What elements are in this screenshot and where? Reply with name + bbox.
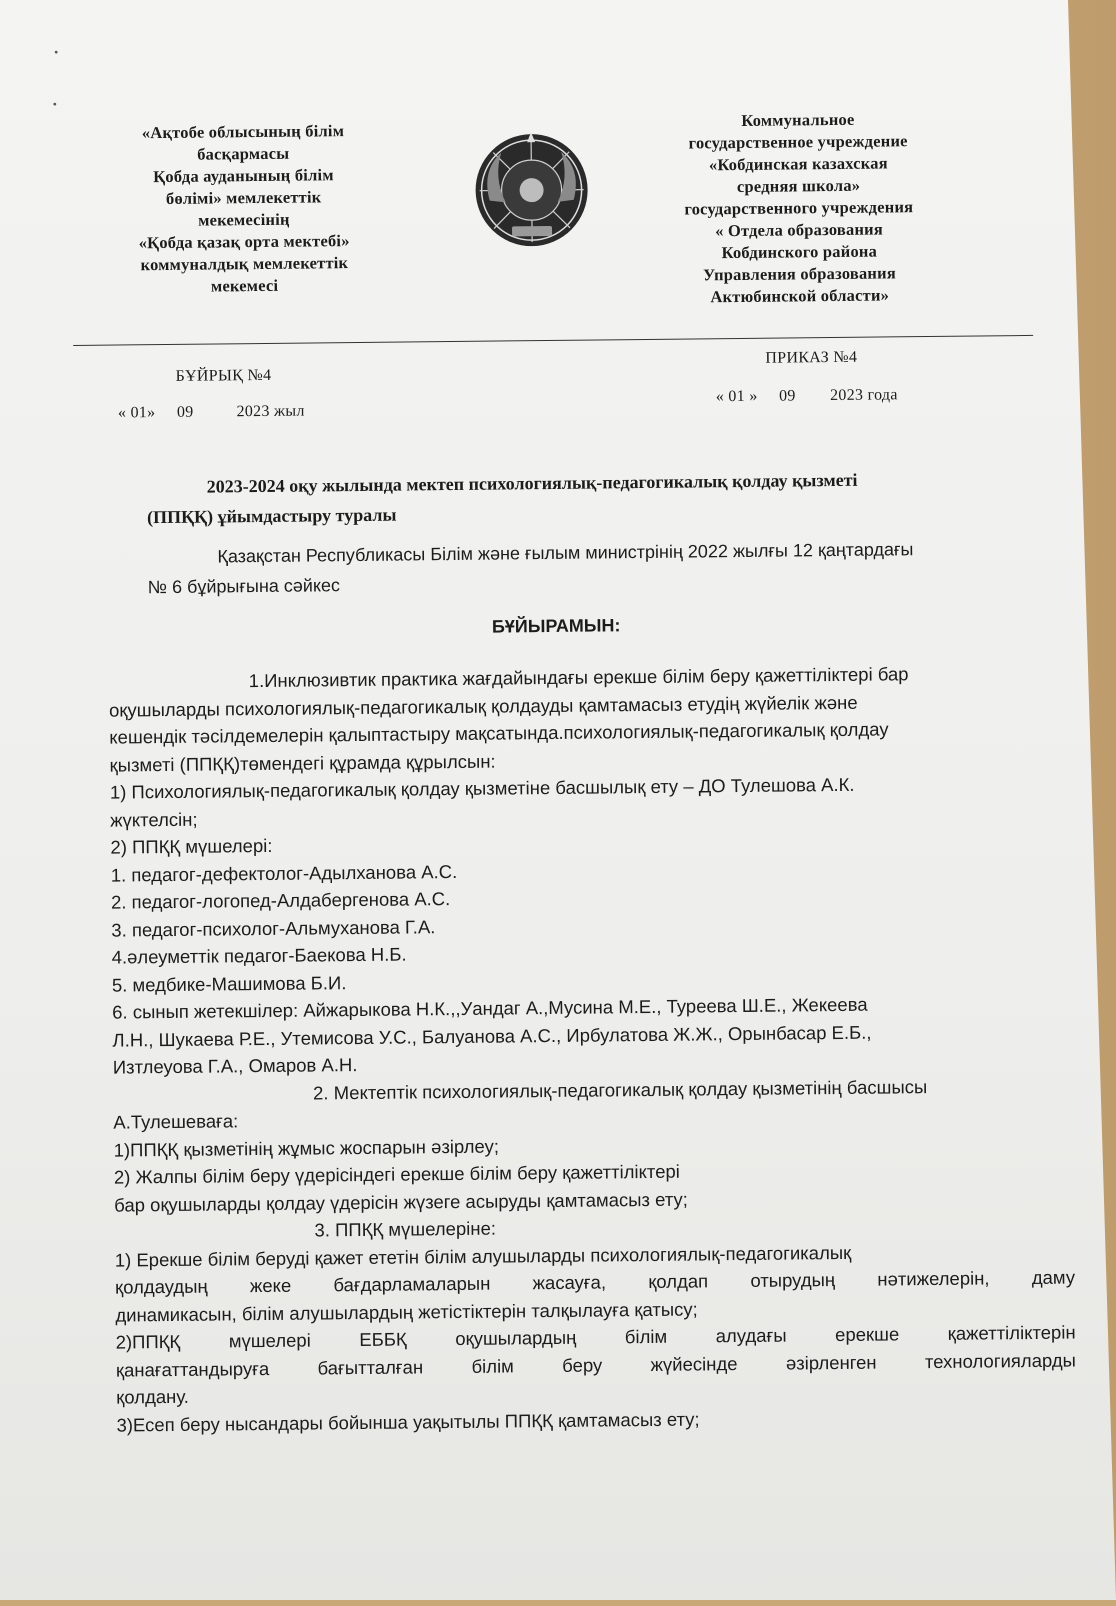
- body-line: кешендік тәсілдемелерін қалыптастыру мақсатында.психологиялық-педагогикалық қолдау: [109, 714, 1069, 752]
- body-line: А.Тулешеваға:: [113, 1099, 1073, 1137]
- paper-speck: •: [54, 45, 58, 60]
- legal-basis: [147, 533, 1048, 602]
- body-line: 2) ППҚҚ мүшелері:: [110, 824, 1070, 862]
- paper-speck: •: [53, 97, 57, 112]
- body-line: 2) Жалпы білім беру үдерісіндегі ерекше білім беру қажеттіліктері: [114, 1154, 1074, 1192]
- header-right-line: средняя школа»: [648, 174, 948, 199]
- header-left-line: «Қобда қазақ орта мектебі»: [99, 230, 389, 255]
- header-right-line: Кобдинского района: [649, 240, 949, 265]
- header-right-line: Актюбинской области»: [650, 284, 950, 309]
- body-line: жүктелсін;: [110, 796, 1070, 834]
- legal-basis-line: Қазақстан Республикасы Білім және ғылым министрінің 2022 жылғы 12 қаңтардағы: [147, 533, 1047, 572]
- body-line: 2. педагог-логопед-Алдабергенова А.С.: [111, 879, 1071, 917]
- body-line: 3. ППҚҚ мүшелеріне:: [114, 1209, 1074, 1247]
- header-right-russian: [648, 108, 950, 309]
- body-line: оқушыларды психологиялық-педагогикалық қолдауды қамтамасыз етудің жүйелік және: [109, 686, 1069, 724]
- header-right-line: « Отдела образования: [649, 218, 949, 243]
- header-right-line: Управления образования: [649, 262, 949, 287]
- body-line: 1. педагог-дефектолог-Адылханова А.С.: [111, 851, 1071, 889]
- header-left-line: басқармасы: [98, 142, 388, 167]
- body-line: 4.әлеуметтік педагог-Баекова Н.Б.: [111, 934, 1071, 972]
- body-line: қызметі (ППҚҚ)төмендегі құрамда құрылсын:: [109, 741, 1069, 779]
- body-line: 1) Психологиялық-педагогикалық қолдау қызметіне басшылық ету – ДО Тулешова А.К.: [110, 769, 1070, 807]
- order-title-russian: ПРИКАЗ №4: [765, 349, 857, 368]
- state-emblem-icon: [471, 130, 592, 251]
- body-line: 5. медбике-Машимова Б.И.: [112, 961, 1072, 999]
- title-line: 2023-2024 оқу жылында мектеп психологиялық-педагогикалық қолдау қызметі: [147, 463, 1047, 502]
- body-line: Л.Н., Шукаева Р.Е., Утемисова У.С., Балуанова А.С., Ирбулатова Ж.Ж., Орынбасар Е.Б.,: [112, 1016, 1072, 1054]
- body-line: қолдаудың жеке бағдарламаларын жасауға, қолдап отырудың нәтижелерін, даму: [115, 1264, 1075, 1302]
- header-left-line: коммуналдық мемлекеттік: [99, 252, 389, 277]
- order-title-kazakh: БҰЙРЫҚ №4: [175, 367, 271, 386]
- body-line: Изтлеуова Г.А., Омаров А.Н.: [113, 1044, 1073, 1082]
- header-divider: [73, 335, 1033, 346]
- header-right-line: Коммунальное: [648, 108, 948, 133]
- header-right-line: «Кобдинская казахская: [648, 152, 948, 177]
- decree-heading: БҰЙЫРАМЫН:: [0, 610, 1114, 643]
- header-left-kazakh: [98, 120, 390, 299]
- body-line: динамикасын, білім алушылардың жетістіктерін талқылауға қатысу;: [115, 1291, 1075, 1329]
- header-right-line: государственное учреждение: [648, 130, 948, 155]
- body-line: 2)ППҚҚ мүшелері ЕББҚ оқушылардың білім алудағы ерекше қажеттіліктерін: [116, 1319, 1076, 1357]
- body-line: 1.Инклюзивтик практика жағдайындағы ерекше білім беру қажеттіліктері бар: [109, 659, 1069, 697]
- document-title: [147, 463, 1048, 532]
- order-body: [109, 659, 1077, 1439]
- header-left-line: бөлімі» мемлекеттік: [99, 186, 389, 211]
- body-line: 2. Мектептік психологиялық-педагогикалық қолдау қызметінің басшысы: [113, 1071, 1073, 1109]
- header-left-line: мекемесінің: [99, 208, 389, 233]
- header-left-line: «Ақтобе облысының білім: [98, 120, 388, 145]
- order-date-russian: « 01 » 09 2023 года: [716, 386, 898, 406]
- header-left-line: Қобда ауданының білім: [98, 164, 388, 189]
- body-line: 3. педагог-психолог-Альмуханова Г.А.: [111, 906, 1071, 944]
- body-line: 1)ППҚҚ қызметінің жұмыс жоспарын әзірлеу;: [113, 1126, 1073, 1164]
- body-line: қолдану.: [116, 1374, 1076, 1412]
- legal-basis-line: № 6 бұйрығына сәйкес: [148, 563, 1048, 602]
- body-line: 1) Ерекше білім беруді қажет ететін білім алушыларды психологиялық-педагогикалық: [115, 1236, 1075, 1274]
- body-line: қанағаттандыруға бағытталған білім беру жүйесінде әзірленген технологияларды: [116, 1346, 1076, 1384]
- body-line: бар оқушыларды қолдау үдерісін жүзеге асыруды қамтамасыз ету;: [114, 1181, 1074, 1219]
- order-date-kazakh: « 01» 09 2023 жыл: [118, 403, 305, 423]
- body-line: 3)Есеп беру нысандары бойынша уақытылы ППҚҚ қамтамасыз ету;: [116, 1401, 1076, 1439]
- header-left-line: мекемесі: [99, 274, 389, 299]
- body-line: 6. сынып жетекшілер: Айжарыкова Н.К.,,Уандаг А.,Мусина М.Е., Туреева Ш.Е., Жекеева: [112, 989, 1072, 1027]
- header-right-line: государственного учреждения: [649, 196, 949, 221]
- title-line: (ППҚҚ) ұйымдастыру туралы: [147, 493, 1047, 532]
